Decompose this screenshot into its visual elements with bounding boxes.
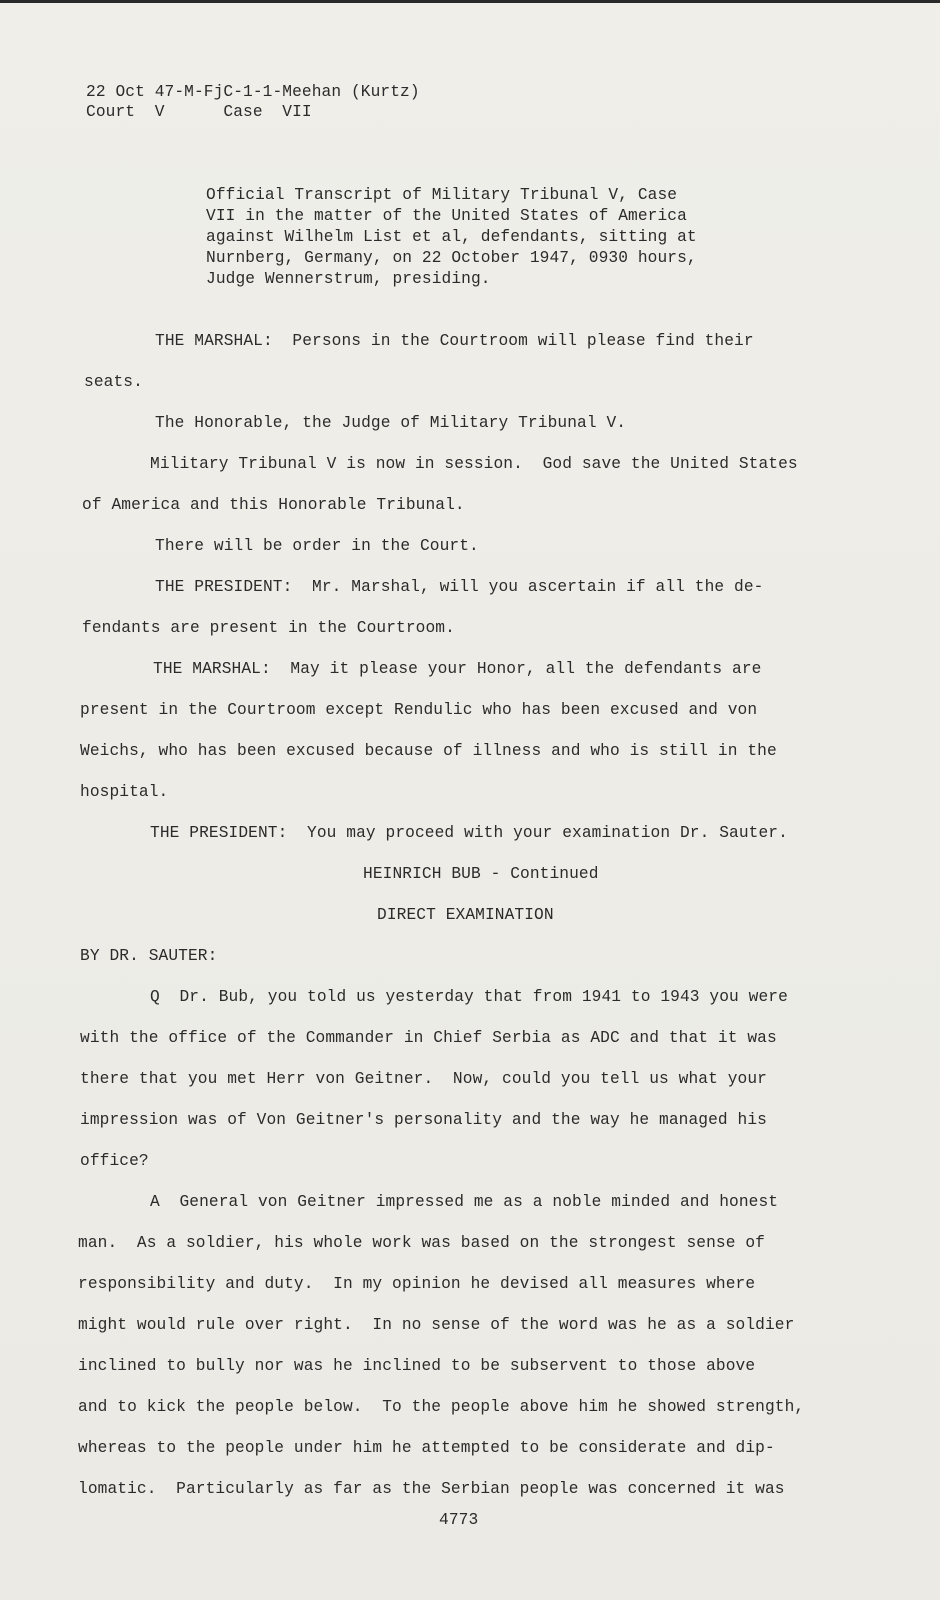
body-line: responsibility and duty. In my opinion he devised all measures where: [78, 1275, 756, 1293]
body-line: present in the Courtroom except Rendulic who has been excused and von: [80, 701, 758, 719]
body-line: impression was of Von Geitner's personality and the way he managed his: [80, 1111, 767, 1129]
body-line: There will be order in the Court.: [155, 537, 479, 555]
body-line: seats.: [84, 373, 143, 391]
body-line: there that you met Herr von Geitner. Now, could you tell us what your: [80, 1070, 767, 1088]
body-line: hospital.: [80, 783, 169, 801]
body-line: Q Dr. Bub, you told us yesterday that from 1941 to 1943 you were: [150, 988, 788, 1006]
examiner-label: BY DR. SAUTER:: [80, 947, 218, 965]
header-line-1: 22 Oct 47-M-FjC-1-1-Meehan (Kurtz): [86, 83, 420, 101]
body-line: Military Tribunal V is now in session. God save the United States: [150, 455, 798, 473]
body-line: THE PRESIDENT: You may proceed with your examination Dr. Sauter.: [150, 824, 788, 842]
body-line: THE PRESIDENT: Mr. Marshal, will you ascertain if all the de-: [155, 578, 764, 596]
body-line: man. As a soldier, his whole work was based on the strongest sense of: [78, 1234, 765, 1252]
body-line: inclined to bully nor was he inclined to be subservent to those above: [78, 1357, 756, 1375]
body-line: with the office of the Commander in Chief Serbia as ADC and that it was: [80, 1029, 777, 1047]
transcript-intro-line: VII in the matter of the United States of America: [206, 207, 687, 225]
body-line: might would rule over right. In no sense of the word was he as a soldier: [78, 1316, 795, 1334]
transcript-intro-line: Official Transcript of Military Tribunal V, Case: [206, 186, 678, 204]
body-line: Weichs, who has been excused because of illness and who is still in the: [80, 742, 777, 760]
body-line: A General von Geitner impressed me as a noble minded and honest: [150, 1193, 779, 1211]
body-line: and to kick the people below. To the people above him he showed strength,: [78, 1398, 805, 1416]
transcript-intro-line: Nurnberg, Germany, on 22 October 1947, 0930 hours,: [206, 249, 697, 267]
transcript-intro-line: Judge Wennerstrum, presiding.: [206, 270, 491, 288]
header-line-2: Court V Case VII: [86, 103, 312, 121]
body-line: office?: [80, 1152, 149, 1170]
body-line: THE MARSHAL: Persons in the Courtroom will please find their: [155, 332, 754, 350]
transcript-intro-line: against Wilhelm List et al, defendants, sitting at: [206, 228, 697, 246]
body-line: fendants are present in the Courtroom.: [82, 619, 455, 637]
body-line: whereas to the people under him he attempted to be considerate and dip-: [78, 1439, 775, 1457]
body-line: The Honorable, the Judge of Military Tribunal V.: [155, 414, 627, 432]
body-line: THE MARSHAL: May it please your Honor, all the defendants are: [153, 660, 762, 678]
body-line: lomatic. Particularly as far as the Serbian people was concerned it was: [78, 1480, 785, 1498]
witness-heading: HEINRICH BUB - Continued: [363, 865, 599, 883]
page-top-edge: [0, 0, 940, 3]
body-line: of America and this Honorable Tribunal.: [82, 496, 465, 514]
examination-heading: DIRECT EXAMINATION: [377, 906, 554, 924]
page-number: 4773: [439, 1511, 479, 1529]
